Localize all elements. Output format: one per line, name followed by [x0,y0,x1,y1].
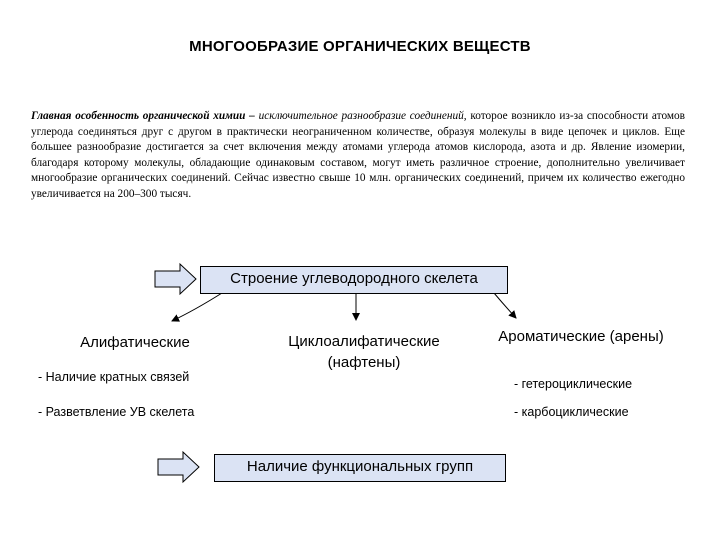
note-carbocyclic: - карбоциклические [514,405,629,419]
page-title: МНОГООБРАЗИЕ ОРГАНИЧЕСКИХ ВЕЩЕСТВ [189,38,531,55]
category-aliphatic: Алифатические [80,334,190,351]
intro-emphasis: исключительное разнообразие соединений, [258,110,467,122]
intro-body: которое возникло из-за способности атомов углерода соединяться друг с другом в практически неограниченном количестве, образуя молекулы в виде цепочек и циклов. Еще большее разнообразие достигается за счет включения между атомами углерода атомов кислорода, азота и др. Явление изомерии, благодаря которому молекулы, обладающие одинаковым составом, могут иметь различное строение, дополнительно увеличивает многообразие органических соединений. Сейчас известно свыше 10 млн. органических соединений, причем их количество ежегодно увеличивается на 200–300 тысяч. [31,110,686,200]
arrow-right-icon [155,264,196,294]
skeleton-structure-box: Строение углеводородного скелета [200,266,508,294]
arrow-right-icon [158,452,199,482]
category-cycloaliphatic: Циклоалифатические (нафтены) [288,333,440,371]
functional-groups-box: Наличие функциональных групп [214,454,506,482]
branch-arrow-aliphatic [172,293,222,321]
note-heterocyclic: - гетероциклические [514,377,633,391]
branch-arrow-aromatic [494,293,516,318]
note-branching: - Разветвление УВ скелета [38,405,195,419]
intro-lead: Главная особенность органической химии – [31,110,255,122]
category-aromatic: Ароматические (арены) [498,328,664,345]
note-multiple-bonds: - Наличие кратных связей [38,370,190,384]
